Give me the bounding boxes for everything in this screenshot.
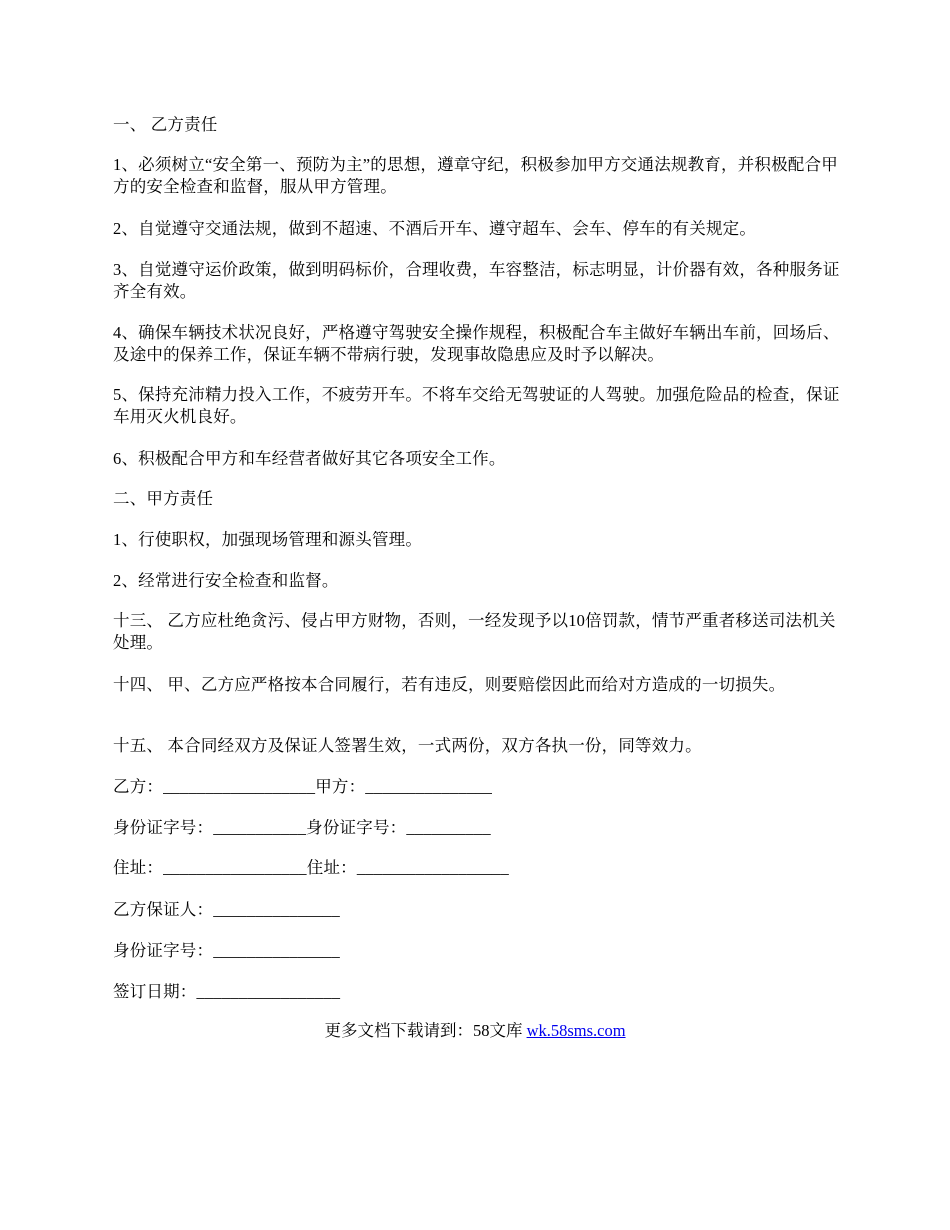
section-a-item-1: 1、行使职权，加强现场管理和源头管理。 [113, 530, 423, 549]
section-b-item-2: 2、自觉遵守交通法规，做到不超速、不酒后开车、遵守超车、会车、停车的有关规定。 [113, 219, 757, 238]
sign-date-line: 签订日期：_________________ [113, 982, 341, 1001]
clause-15: 十五、 本合同经双方及保证人签署生效，一式两份，双方各执一份，同等效力。 [113, 736, 702, 755]
signature-party-line: 乙方：__________________甲方：_______________ [113, 777, 493, 796]
section-b-item-6: 6、积极配合甲方和车经营者做好其它各项安全工作。 [113, 449, 506, 468]
clause-14: 十四、 甲、乙方应严格按本合同履行，若有违反，则要赔偿因此而给对方造成的一切损失。 [113, 675, 786, 694]
footer-text: 更多文档下载请到：58文库 [324, 1021, 527, 1040]
section-b-item-4: 4、确保车辆技术状况良好，严格遵守驾驶安全操作规程，积极配合车主做好车辆出车前，回场后、及途中的保养工作，保证车辆不带病行驶，发现事故隐患应及时予以解决。 [113, 323, 840, 364]
footer [0, 1020, 950, 1042]
clause-13: 十三、 乙方应杜绝贪污、侵占甲方财物，否则，一经发现予以10倍罚款，情节严重者移送司法机关处理。 [113, 611, 836, 652]
guarantor-line: 乙方保证人：_______________ [113, 900, 340, 919]
section-a-heading: 二、甲方责任 [113, 489, 214, 508]
section-a-item-2: 2、经常进行安全检查和监督。 [113, 571, 339, 590]
section-b-heading: 一、 乙方责任 [113, 115, 218, 134]
section-b-item-3: 3、自觉遵守运价政策，做到明码标价，合理收费，车容整洁，标志明显，计价器有效，各种服务证齐全有效。 [113, 260, 840, 301]
signature-address-line: 住址：_________________住址：__________________ [113, 858, 509, 877]
guarantor-id-line: 身份证字号：_______________ [113, 941, 340, 960]
footer-link[interactable]: wk.58sms.com [526, 1021, 626, 1040]
signature-id-line: 身份证字号：___________身份证字号：__________ [113, 818, 491, 837]
section-b-item-1: 1、必须树立“安全第一、预防为主”的思想，遵章守纪，积极参加甲方交通法规教育，并积极配合甲方的安全检查和监督，服从甲方管理。 [113, 155, 838, 196]
section-b-item-5: 5、保持充沛精力投入工作，不疲劳开车。不将车交给无驾驶证的人驾驶。加强危险品的检查，保证车用灭火机良好。 [113, 385, 840, 426]
